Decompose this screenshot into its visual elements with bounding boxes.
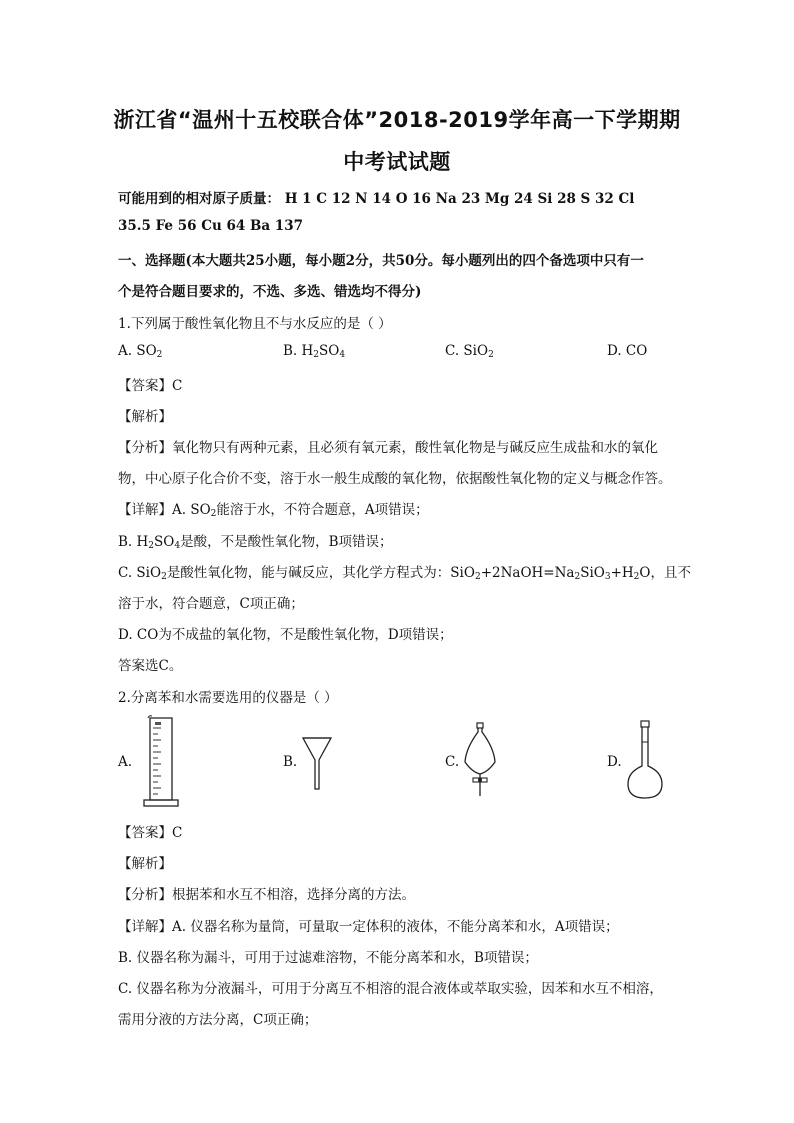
graduated-cylinder-icon: [142, 714, 182, 810]
exam-title-line2: 中考试试题: [343, 150, 451, 174]
q2-option-c-label: C.: [445, 754, 460, 770]
q1-answer: 【答案】C: [118, 378, 183, 394]
section-header-line1: 一、选择题(本大题共25小题，每小题2分，共50分。每小题列出的四个备选项中只有一: [118, 253, 644, 269]
q2-detail-b: B. 仪器名称为漏斗，可用于过滤难溶物，不能分离苯和水，B项错误；: [118, 950, 538, 966]
q2-stem: 2.分离苯和水需要选用的仪器是（ ）: [118, 690, 338, 706]
q2-option-d-label: D.: [607, 754, 622, 770]
atomic-mass-line2: 35.5 Fe 56 Cu 64 Ba 137: [118, 218, 303, 234]
q1-option-d: D. CO: [607, 343, 648, 359]
q2-detail-a: 【详解】A. 仪器名称为量筒，可量取一定体积的液体，不能分离苯和水，A项错误；: [118, 919, 619, 935]
q1-option-a: A. $SO_2$: [118, 343, 163, 360]
q2-detail-c-line2: 需用分液的方法分离，C项正确；: [118, 1012, 318, 1028]
funnel-icon: [300, 735, 334, 791]
q1-detail-c: C. SiO$_2$是酸性氧化物，能与碱反应，其化学方程式为：$SiO_2+2NaOH=Na_2SiO_3+H_2O$，且不: [118, 565, 691, 582]
atomic-mass-line1: 可能用到的相对原子质量： H 1 C 12 N 14 O 16 Na 23 Mg 24 Si 28 S 32 Cl: [118, 191, 635, 207]
q2-analysis-heading: 【解析】: [118, 856, 172, 872]
q1-conclusion: 答案选C。: [118, 658, 183, 674]
q2-answer: 【答案】C: [118, 825, 183, 841]
q1-option-b: B. $H_2SO_4$: [283, 343, 346, 360]
separatory-funnel-icon: [462, 722, 498, 798]
q1-stem: 1.下列属于酸性氧化物且不与水反应的是（ ）: [118, 316, 392, 332]
volumetric-flask-icon: [624, 720, 668, 802]
q1-option-c: C. SiO$_2$: [445, 343, 494, 360]
q1-analysis-line2: 物，中心原子化合价不变，溶于水一般生成酸的氧化物，依据酸性氧化物的定义与概念作答。: [118, 471, 672, 487]
q1-detail-d: D. CO为不成盐的氧化物，不是酸性氧化物，D项错误；: [118, 627, 453, 643]
q2-detail-c-line1: C. 仪器名称为分液漏斗，可用于分离互不相溶的混合液体或萃取实验，因苯和水互不相溶，: [118, 981, 663, 997]
section-header-line2: 个是符合题目要求的，不选、多选、错选均不得分): [118, 284, 422, 300]
exam-title-line1: 浙江省“温州十五校联合体”2018-2019学年高一下学期期: [113, 108, 681, 132]
q1-detail-c-line2: 溶于水，符合题意，C项正确；: [118, 596, 304, 612]
q1-detail-a: 【详解】A. $SO_2$能溶于水，不符合题意，A项错误；: [118, 502, 429, 519]
q2-analysis: 【分析】根据苯和水互不相溶，选择分离的方法。: [118, 887, 415, 903]
q1-analysis-heading: 【解析】: [118, 409, 172, 425]
q2-option-b-label: B.: [283, 754, 298, 770]
q1-analysis-line1: 【分析】氧化物只有两种元素，且必须有氧元素，酸性氧化物是与碱反应生成盐和水的氧化: [118, 440, 658, 456]
q1-detail-b: B. $H_2SO_4$是酸，不是酸性氧化物，B项错误；: [118, 534, 393, 551]
q2-option-a-label: A.: [118, 754, 133, 770]
